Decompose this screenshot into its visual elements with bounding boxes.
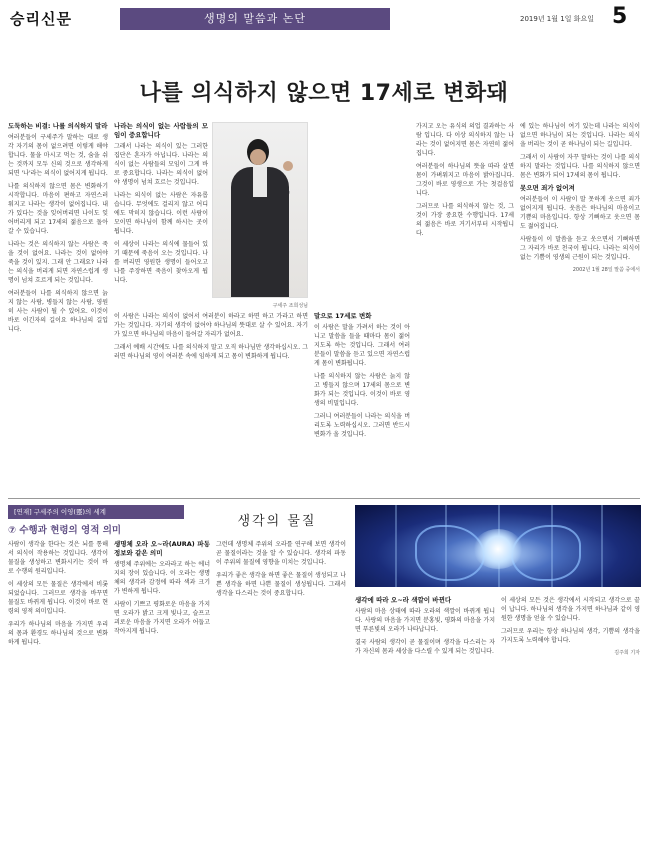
paragraph: 그러므로 나를 의식하지 않는 것, 그것이 가장 중요한 수행입니다. 17세의 젊음은 바로 거기서부터 시작됩니다. xyxy=(416,203,514,237)
paragraph: 생명체 주위에는 오라라고 하는 에너지의 장이 있습니다. 이 오라는 생명체의 생각과 감정에 따라 색과 크기가 변하게 됩니다. xyxy=(114,561,210,595)
article1-column-5 xyxy=(416,122,514,242)
article2-column-2 xyxy=(114,540,210,640)
column-subhead: 생각에 따라 오~라 색깔이 바뀐다 xyxy=(355,596,452,604)
series-title: ⑦ 수행과 현령의 영적 의미 xyxy=(8,525,122,536)
paragraph: 나라는 것은 의식하지 않는 사람은 죽을 것이 없어요. 나라는 것이 없어야 죽을 것이 있지. 그래 안 그래요? 나라는 의식을 버리게 되면 자연스럽게 생명이 넘쳐 흐르게 되는 것입니다. xyxy=(8,241,108,284)
series-tag: [연재] 구세주의 이영(靈)의 세계 xyxy=(8,505,184,519)
paragraph: 그러니 여러분들이 나라는 의식을 버리도록 노력하십시오. 그러면 반드시 변화가 올 것입니다. xyxy=(314,413,410,438)
paragraph: 가지고 오는 유식의 의업 결과하는 사람 입니다. 다 이상 의식하지 않는 나라는 것이 없어지면 몸은 자연히 젊어집니다. xyxy=(416,123,514,157)
article1-column-4 xyxy=(314,312,410,443)
article1-column-3 xyxy=(114,312,308,365)
article1-column-6 xyxy=(520,122,640,279)
column-subhead: 말으로 17세로 변화 xyxy=(314,312,372,320)
section-divider xyxy=(8,498,640,499)
column-subhead: 생명체 오라 오~라(AURA) 파동 정보와 같은 의미 xyxy=(114,540,210,557)
article-footnote: 김주희 기자 xyxy=(614,650,640,656)
paragraph: 사람이 생각을 한다는 것은 뇌를 통해서 의식이 작용하는 것입니다. 생각이 물질을 생성하고 변화시키는 것이 바로 수행의 원리입니다. xyxy=(8,541,108,575)
newspaper-brand: 승리신문 xyxy=(10,10,72,28)
photo-caption: 구세주 조희성님 xyxy=(272,303,308,309)
paragraph: 여러분들이 구세주가 말하는 대로 생각 자기의 몸이 없으려면 이렇게 해야 합니다. 물을 마시고 먹는 것, 숨을 쉬는 것까지 모두 신의 것으로 생각하게 되면 '나'라는 의식이 없어지게 됩니다. xyxy=(8,134,108,177)
paragraph: 사람이 기쁘고 평화로운 마음을 가지면 오라가 밝고 크게 빛나고, 슬프고 괴로운 마음을 가지면 오라가 어둡고 작아지게 됩니다. xyxy=(114,601,210,635)
column-subhead: 나라는 의식이 없는 사람들의 모임이 중요합니다 xyxy=(114,122,208,139)
issue-date: 2019년 1월 1일 화요일 xyxy=(520,15,594,23)
paragraph: 사람들이 이 말씀을 듣고 웃으면서 기뻐하면 그 자리가 바로 천국이 됩니다. 나라는 의식이 없는 기쁨이 영생의 근원이 되는 것입니다. xyxy=(520,236,640,261)
article-footnote: 2002년 1월 28일 말씀 중에서 xyxy=(572,267,640,273)
glowing-hands-image xyxy=(355,505,641,587)
column-subhead: 도둑하는 비결: 나를 의식하지 말라 xyxy=(8,122,108,130)
paragraph: 이 사람은 나라는 의식이 없어서 여러분이 하라고 하면 하고 가라고 하면 가는 것입니다. 자기의 생각이 없어야 하나님의 뜻대로 살 수 있어요. 자기가 있으면 하나님의 마음이 들어갈 자리가 없어요. xyxy=(114,313,308,338)
paragraph: 에 있는 하나님이 여기 있는데 나라는 의식이 없으면 하나님이 되는 것입니다. 나라는 의식을 버리는 것이 곧 하나님이 되는 길입니다. xyxy=(520,123,640,148)
article2-column-4 xyxy=(355,596,495,660)
paragraph: 결국 사람의 생각이 곧 물질이며 생각을 다스리는 자가 자신의 몸과 세상을 다스릴 수 있게 되는 것입니다. xyxy=(355,639,495,655)
paragraph: 그러므로 우리는 항상 하나님의 생각, 기쁨의 생각을 가지도록 노력해야 합니다. xyxy=(501,628,640,644)
paragraph: 여러분들이 하나님의 뜻을 따라 살면 몸이 가벼워지고 마음이 밝아집니다. 그것이 바로 영생으로 가는 첫걸음입니다. xyxy=(416,163,514,197)
paragraph: 이 세상이 나라는 의식에 물들어 있기 때문에 죽음이 오는 것입니다. 나를 버리면 영원한 생명이 들어오고 나를 주장하면 죽음이 찾아오게 됩니다. xyxy=(114,241,208,284)
paragraph: 우리가 하나님의 마음을 가지면 우리의 몸과 환경도 하나님의 것으로 변화하게 됩니다. xyxy=(8,621,108,646)
paragraph: 사람의 마음 상태에 따라 오라의 색깔이 바뀌게 됩니다. 사랑의 마음을 가지면 분홍빛, 평화의 마음을 가지면 푸른빛의 오라가 나타납니다. xyxy=(355,608,495,633)
main-headline: 나를 의식하지 않으면 17세로 변화돼 xyxy=(139,81,509,106)
paragraph: 그래서 이 사람이 자꾸 말하는 것이 나를 의식하지 말라는 것입니다. 나를 의식하지 않으면 몸은 변화가 되어 17세의 몸이 됩니다. xyxy=(520,154,640,179)
article2-title: 생각의 물질 xyxy=(237,514,317,529)
paragraph: 이 세상의 모든 것은 생각에서 시작되고 생각으로 끝이 납니다. 하나님의 생각을 가지면 하나님과 같이 영원한 생명을 얻을 수 있습니다. xyxy=(501,597,640,622)
paragraph: 그래서 나라는 의식이 있는 그러한 집단은 혼자가 아닙니다. 나라는 의식이 없는 사람들의 모임이 그게 바로 중요합니다. 나라는 의식이 없어야 생명이 넘쳐 흐르는 것입니다. xyxy=(114,143,208,186)
paragraph: 이 사람은 말을 가려서 하는 것이 아니고 말씀을 들을 때마다 몸이 젊어지도록 하는 것입니다. 그래서 여러분들이 말씀을 듣고 있으면 자연스럽게 몸이 변화됩니다. xyxy=(314,324,410,367)
section-banner: 생명의 말씀과 논단 xyxy=(120,8,390,30)
article2-column-1 xyxy=(8,540,108,651)
paragraph: 나를 의식하지 않으면 몸은 변화하기 시작합니다. 마음이 편하고 자연스러워지고 나라는 생각이 없어집니다. 내가 있다는 것을 잊어버리면 나이도 잊어버리게 되고 17세의 젊음으로 돌아갈 수 있습니다. xyxy=(8,183,108,235)
paragraph: 나라는 의식이 없는 사람은 자유롭습니다. 무엇에도 걸리지 않고 어디에도 막히지 않습니다. 이런 사람이 모이면 하나님이 함께 하시는 곳이 됩니다. xyxy=(114,192,208,235)
article1-column-2 xyxy=(114,122,208,289)
masthead xyxy=(0,0,648,40)
paragraph: 우리가 좋은 생각을 하면 좋은 물질이 생성되고 나쁜 생각을 하면 나쁜 물질이 생성됩니다. 그래서 생각을 다스리는 것이 중요합니다. xyxy=(216,572,346,597)
column-subhead: 못으면 죄가 없어져 xyxy=(520,184,575,192)
paragraph: 나를 의식하지 않는 사람은 늙지 않고 병들지 않으며 17세의 몸으로 변화가 되는 것입니다. 이것이 바로 영생의 비밀입니다. xyxy=(314,373,410,407)
paragraph: 그런데 생명체 주위의 오라를 연구해 보면 생각이 곧 물질이라는 것을 알 수 있습니다. 생각의 파동이 주위의 물질에 영향을 미치는 것입니다. xyxy=(216,541,346,566)
paragraph: 이 세상의 모든 물질은 생각에서 비롯되었습니다. 그러므로 생각을 바꾸면 물질도 바뀌게 됩니다. 이것이 바로 현령의 영적 의미입니다. xyxy=(8,581,108,615)
speaker-photo xyxy=(212,122,308,298)
article2-column-5 xyxy=(501,596,640,662)
paragraph: 여러분들이 나를 의식하지 않으면 늙지 않는 사람, 병들지 않는 사람, 영원히 사는 사람이 될 수 있어요. 이것이 바로 이긴자의 길이요 하나님의 길입니다. xyxy=(8,290,108,333)
paragraph: 그래서 예배 시간에도 나를 의식하지 말고 오직 하나님만 생각하십시오. 그러면 하나님의 영이 여러분 속에 임하게 되고 몸이 변화하게 됩니다. xyxy=(114,344,308,360)
article1-column-1 xyxy=(8,122,108,338)
page-number: 5 xyxy=(612,4,628,29)
article2-column-3 xyxy=(216,540,346,602)
paragraph: 여러분들이 이 사람이 말 못하게 웃으면 죄가 없어지게 됩니다. 웃음은 하나님의 마음이고 기쁨의 마음입니다. 항상 기뻐하고 웃으면 몸도 젊어집니다. xyxy=(520,196,640,230)
